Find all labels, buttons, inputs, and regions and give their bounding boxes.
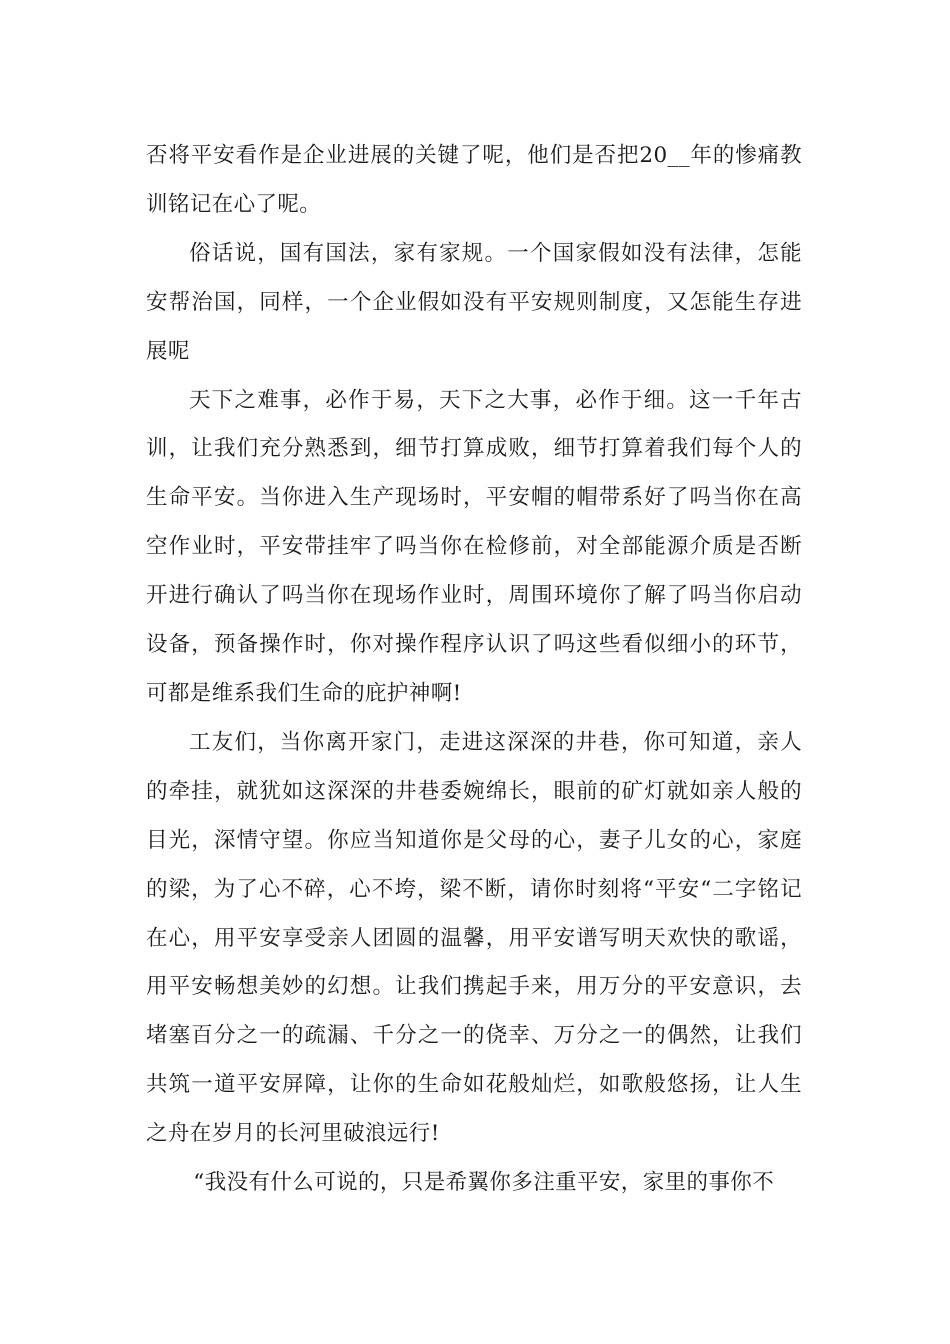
paragraph-4: 工友们，当你离开家门，走进这深深的井巷，你可知道，亲人的牵挂，就犹如这深深的井巷委婉绵长，眼前的矿灯就如亲人般的目光，深情守望。你应当知道你是父母的心，妻子儿女的心，家庭的梁，为了心不碎，心不垮，梁不断，请你时刻将“平安“二字铭记在心，用平安享受亲人团圆的温馨，用平安谱写明天欢快的歌谣，用平安畅想美妙的幻想。让我们携起手来，用万分的平安意识，去堵塞百分之一的疏漏、千分之一的侥幸、万分之一的偶然，让我们共筑一道平安屏障，让你的生命如花般灿烂，如歌般悠扬，让人生之舟在岁月的长河里破浪远行! <box>146 729 802 1147</box>
paragraph-3: 天下之难事，必作于易，天下之大事，必作于细。这一千年古训，让我们充分熟悉到，细节打算成败，细节打算着我们每个人的生命平安。当你进入生产现场时，平安帽的帽带系好了吗当你在高空作业时，平安带挂牢了吗当你在检修前，对全部能源介质是否断开进行确认了吗当你在现场作业时，周围环境你了解了吗当你启动设备，预备操作时，你对操作程序认识了吗这些看似细小的环节，可都是维系我们生命的庇护神啊! <box>146 387 802 706</box>
paragraph-5: “我没有什么可说的，只是希翼你多注重平安，家里的事你不 <box>193 1170 775 1196</box>
paragraph-1: 否将平安看作是企业进展的关键了呢，他们是否把20__年的惨痛教训铭记在心了呢。 <box>146 143 802 217</box>
paragraph-2: 俗话说，国有国法，家有家规。一个国家假如没有法律，怎能安帮治国，同样，一个企业假如没有平安规则制度，又怎能生存进展呢 <box>146 240 802 364</box>
document-body <box>146 132 802 1208</box>
